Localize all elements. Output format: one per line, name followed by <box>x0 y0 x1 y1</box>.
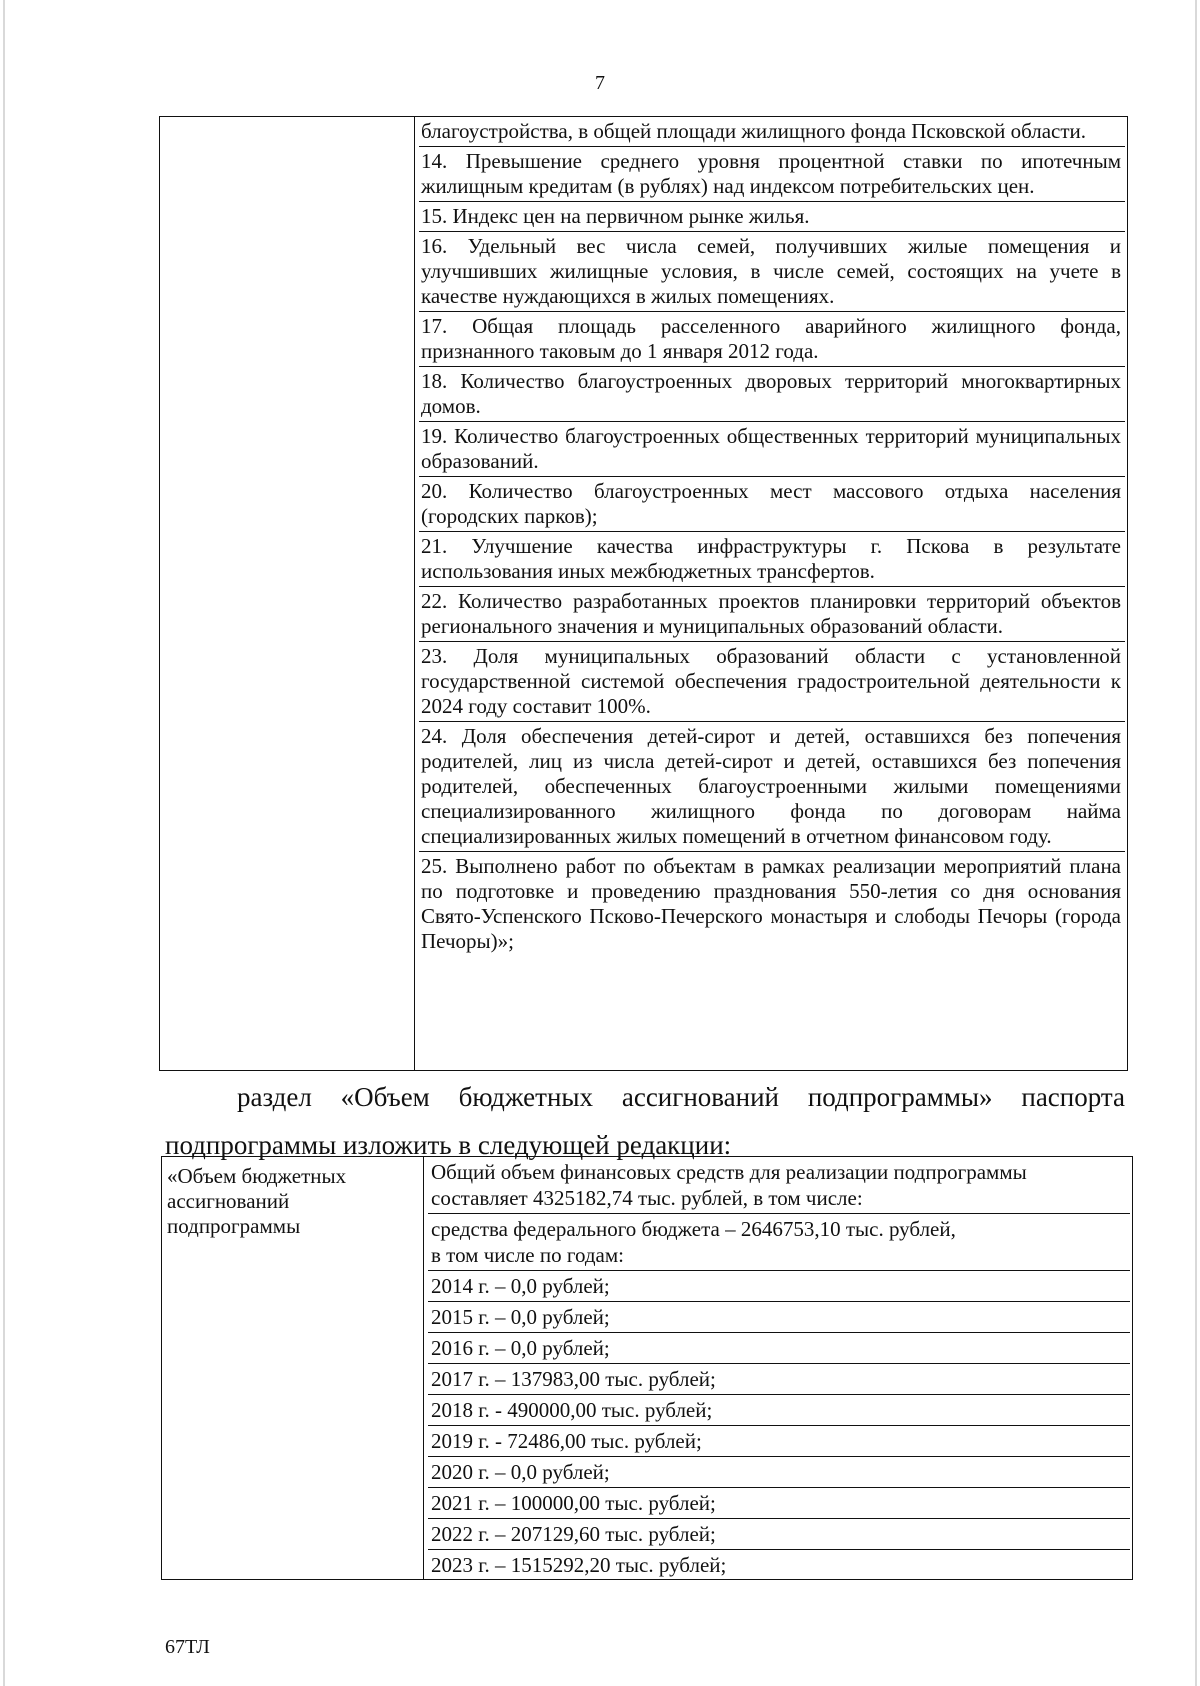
budget-row <box>428 1302 1130 1333</box>
budget-row-line: 2016 г. – 0,0 рублей; <box>431 1336 610 1360</box>
budget-row <box>428 1271 1130 1302</box>
indicator-item: 18. Количество благоустроенных дворовых территорий многоквартирных домов. <box>419 367 1125 422</box>
budget-row-line: 2021 г. – 100000,00 тыс. рублей; <box>431 1491 716 1515</box>
budget-row <box>428 1395 1130 1426</box>
budget-table <box>161 1156 1133 1580</box>
budget-row <box>428 1333 1130 1364</box>
indicators-cell <box>419 117 1125 1070</box>
indicator-item: благоустройства, в общей площади жилищного фонда Псковской области. <box>419 117 1125 147</box>
scan-edge-left <box>3 0 5 1686</box>
budget-row-line: средства федерального бюджета – 2646753,10 тыс. рублей, <box>431 1217 956 1241</box>
budget-row-line: 2023 г. – 1515292,20 тыс. рублей; <box>431 1553 727 1577</box>
indicator-item: 25. Выполнено работ по объектам в рамках реализации мероприятий плана по подготовке и проведению празднования 550-летия со дня основания Свято-Успенского Псково-Печерского монастыря и слободы Печоры (города Печоры)»; <box>421 854 1121 953</box>
scan-edge-right <box>1195 0 1197 1686</box>
page-number: 7 <box>595 72 605 94</box>
budget-row <box>428 1426 1130 1457</box>
budget-row-line: 2017 г. – 137983,00 тыс. рублей; <box>431 1367 716 1391</box>
budget-row-line: 2014 г. – 0,0 рублей; <box>431 1274 610 1298</box>
indicator-item: 19. Количество благоустроенных общественных территорий муниципальных образований. <box>419 422 1125 477</box>
budget-row <box>428 1550 1130 1580</box>
budget-row-line: составляет 4325182,74 тыс. рублей, в том числе: <box>431 1186 863 1210</box>
column-divider <box>423 1157 424 1579</box>
indicator-item: 15. Индекс цен на первичном рынке жилья. <box>419 202 1125 232</box>
amendment-intro-paragraph: раздел «Объем бюджетных ассигнований подпрограммы» паспорта подпрограммы изложить в следующей редакции: <box>165 1082 1125 1160</box>
indicators-table <box>159 116 1128 1071</box>
budget-row <box>428 1157 1130 1214</box>
indicator-item: 14. Превышение среднего уровня процентной ставки по ипотечным жилищным кредитам (в рублях) над индексом потребительских цен. <box>419 147 1125 202</box>
indicator-item: 21. Улучшение качества инфраструктуры г. Пскова в результате использования иных межбюджетных трансфертов. <box>419 532 1125 587</box>
budget-row-line: в том числе по годам: <box>431 1243 624 1267</box>
indicator-item: 20. Количество благоустроенных мест массового отдыха населения (городских парков); <box>419 477 1125 532</box>
budget-row <box>428 1364 1130 1395</box>
budget-row <box>428 1519 1130 1550</box>
budget-row-line: 2015 г. – 0,0 рублей; <box>431 1305 610 1329</box>
indicator-item: 17. Общая площадь расселенного аварийного жилищного фонда, признанного таковым до 1 января 2012 года. <box>419 312 1125 367</box>
budget-row <box>428 1457 1130 1488</box>
budget-label: «Объем бюджетных ассигнований подпрограммы <box>167 1164 347 1238</box>
budget-row-line: 2022 г. – 207129,60 тыс. рублей; <box>431 1522 716 1546</box>
indicator-item: 22. Количество разработанных проектов планировки территорий объектов регионального значения и муниципальных образований области. <box>419 587 1125 642</box>
footer-code: 67ТЛ <box>165 1636 210 1658</box>
budget-row <box>428 1214 1130 1271</box>
column-divider <box>414 117 415 1070</box>
budget-row-line: 2018 г. - 490000,00 тыс. рублей; <box>431 1398 713 1422</box>
budget-cell <box>428 1157 1130 1579</box>
budget-row-line: Общий объем финансовых средств для реализации подпрограммы <box>431 1160 1027 1184</box>
indicator-item: 23. Доля муниципальных образований области с установленной государственной системой обеспечения градостроительной деятельности к 2024 году составит 100%. <box>419 642 1125 722</box>
budget-row <box>428 1488 1130 1519</box>
indicator-item: 16. Удельный вес числа семей, получивших жилые помещения и улучшивших жилищные условия, в числе семей, состоящих на учете в качестве нуждающихся в жилых помещениях. <box>419 232 1125 312</box>
indicator-item: 24. Доля обеспечения детей-сирот и детей, оставшихся без попечения родителей, лиц из числа детей-сирот и детей, оставшихся без попечения родителей, обеспеченных благоустроенными жилыми помещениями специализированного жилищного фонда по договорам найма специализированных жилых помещений в отчетном финансовом году. <box>419 722 1125 852</box>
budget-row-line: 2020 г. – 0,0 рублей; <box>431 1460 610 1484</box>
budget-row-line: 2019 г. - 72486,00 тыс. рублей; <box>431 1429 702 1453</box>
